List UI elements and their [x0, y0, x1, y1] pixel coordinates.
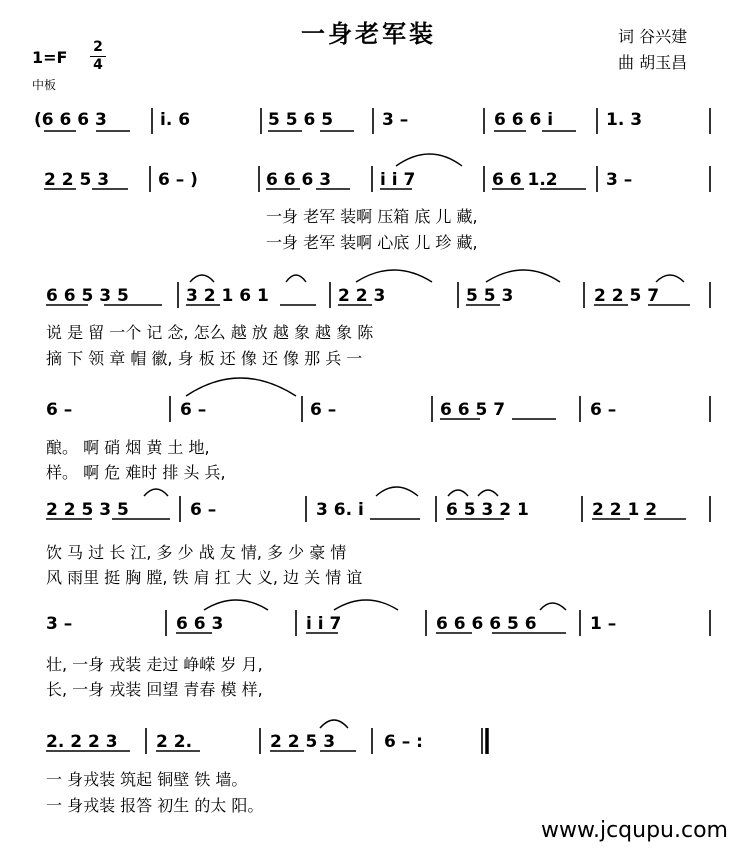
measure: 3 – — [606, 170, 633, 190]
measure: 1. 3 — [606, 110, 643, 130]
measure: 3 – — [382, 110, 409, 130]
composer-credit: 曲 胡玉昌 — [618, 53, 688, 72]
lyric-line-verse-1: 一 身戎装 筑起 铜壁 铁 墙。 — [46, 770, 248, 789]
measure: i i 7 — [306, 614, 342, 634]
slur — [448, 490, 468, 496]
measure: 2. 2 2 3 — [46, 732, 118, 752]
measure: 2 2 5 7 — [594, 286, 660, 306]
measure: 6 5 3 2 1 — [446, 500, 529, 520]
slur — [396, 154, 462, 166]
measure: 5 5 3 — [466, 286, 514, 306]
measure: 6 – ) — [158, 170, 198, 190]
slur — [186, 378, 296, 396]
slur — [540, 603, 566, 610]
measure: 6 6 5 3 5 — [46, 286, 129, 306]
measure: i. 6 — [160, 110, 191, 130]
slur — [286, 275, 306, 282]
tempo-marking: 中板 — [32, 78, 57, 92]
measure: 6 6 6 3 — [266, 170, 332, 190]
song-title: 一身老军装 — [301, 20, 436, 48]
slur — [144, 489, 168, 496]
lyric-line-verse-2: 风 雨里 挺 胸 膛, 铁 肩 扛 大 义, 边 关 情 谊 — [46, 568, 363, 587]
measure: 2 2 5 3 — [44, 170, 110, 190]
measure: i i 7 — [380, 170, 416, 190]
time-denominator: 4 — [93, 57, 103, 73]
measure: 6 – — [310, 400, 337, 420]
site-watermark: www.jcqupu.com — [541, 818, 728, 843]
slur — [356, 270, 432, 282]
measure: 6 – — [46, 400, 73, 420]
final-repeat-barline — [482, 728, 487, 754]
measure: 6 – — [180, 400, 207, 420]
lyric-line-verse-2: 样。 啊 危 难时 排 头 兵, — [46, 463, 226, 482]
measure: 6 6 6 6 5 6 — [436, 614, 537, 634]
measure: 6 – : — [384, 732, 423, 752]
measure: 6 6 1.2 — [492, 170, 558, 190]
lyric-line-verse-2: 摘 下 领 章 帽 徽, 身 板 还 像 还 像 那 兵 一 — [46, 349, 363, 368]
lyric-line-verse-2: 长, 一身 戎装 回望 青春 模 样, — [46, 680, 263, 699]
time-numerator: 2 — [93, 39, 103, 55]
lyric-line-verse-1: 饮 马 过 长 江, 多 少 战 友 情, 多 少 豪 情 — [46, 543, 347, 562]
measure: 3 6. i — [316, 500, 364, 520]
slur — [486, 270, 560, 282]
key-signature: 1=F — [32, 48, 68, 67]
measure: 1 – — [590, 614, 617, 634]
lyric-line-verse-2: 一 身戎装 报答 初生 的太 阳。 — [46, 796, 264, 815]
slur — [334, 600, 398, 610]
slur — [320, 720, 348, 728]
lyric-line-verse-2: 一身 老军 装啊 心底 儿 珍 藏, — [266, 233, 478, 252]
measure: 6 6 6 i — [494, 110, 554, 130]
measure: 3 – — [46, 614, 73, 634]
measure: 5 5 6 5 — [268, 110, 334, 130]
measure: 6 6 5 7 — [440, 400, 506, 420]
measure: 2 2. — [156, 732, 193, 752]
lyric-line-verse-1: 说 是 留 一个 记 念, 怎么 越 放 越 象 越 象 陈 — [46, 323, 374, 342]
lyric-line-verse-1: 壮, 一身 戎装 走过 峥嵘 岁 月, — [46, 655, 263, 674]
measure: 2 2 5 3 5 — [46, 500, 129, 520]
measure: 2 2 1 2 — [592, 500, 658, 520]
measure: 2 2 5 3 — [270, 732, 336, 752]
lyricist-credit: 词 谷兴建 — [618, 27, 688, 46]
measure: 3 2 1 6 1 — [186, 286, 269, 306]
slur — [656, 275, 684, 282]
lyric-line-verse-1: 一身 老军 装啊 压箱 底 儿 藏, — [266, 207, 478, 226]
slur — [376, 487, 418, 496]
slur — [478, 490, 498, 496]
slur — [190, 275, 214, 282]
measure: 6 – — [190, 500, 217, 520]
measure: 2 2 3 — [338, 286, 386, 306]
measure: (6 6 6 3 — [34, 110, 107, 130]
measure: 6 – — [590, 400, 617, 420]
slur — [204, 600, 268, 610]
lyric-line-verse-1: 酿。 啊 硝 烟 黄 土 地, — [46, 438, 210, 457]
measure: 6 6 3 — [176, 614, 224, 634]
